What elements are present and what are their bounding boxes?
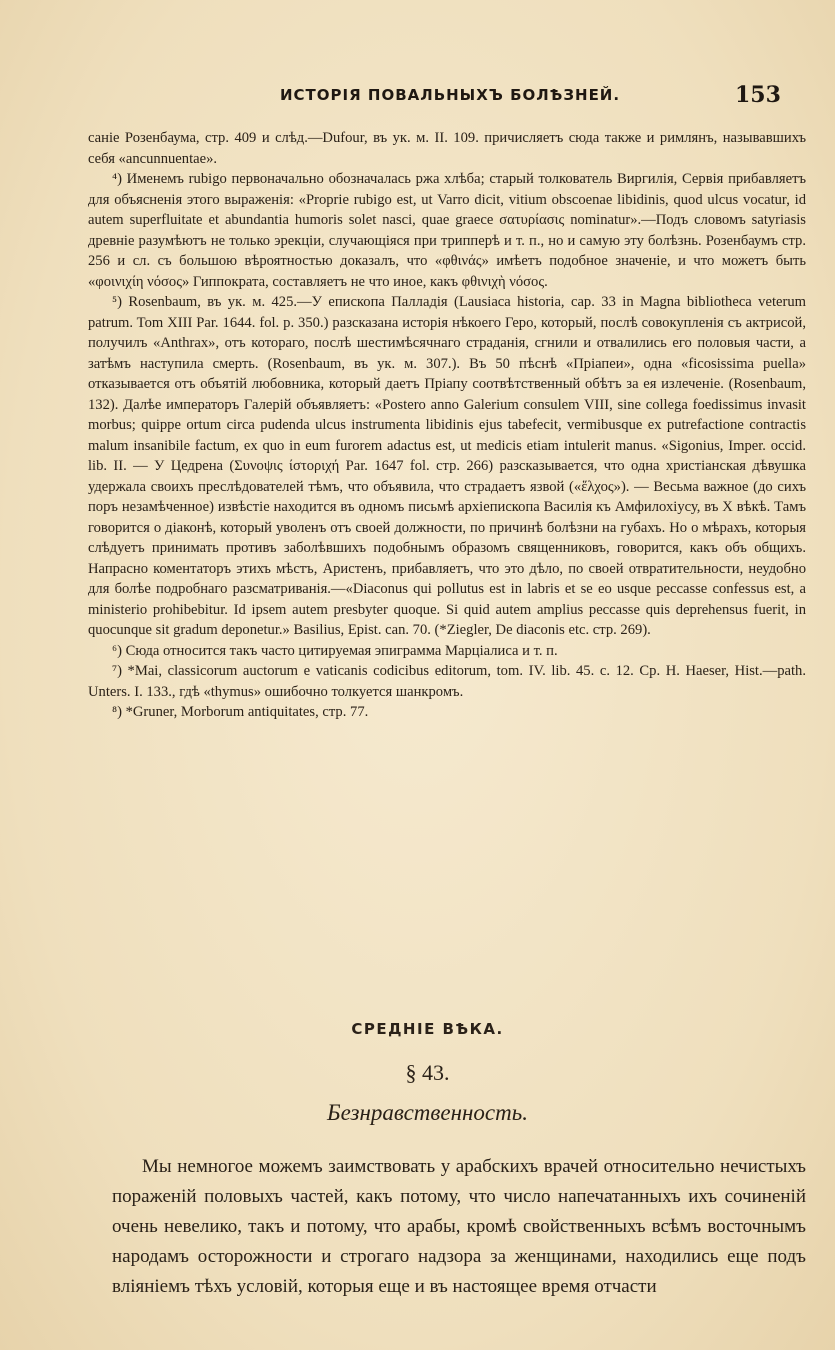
footnote-8: ⁸) *Gruner, Morborum antiquitates, стр. 77. [112,704,369,720]
body-text [112,1152,806,1302]
footnote-5: ⁵) Rosenbaum, въ ук. м. 425.—У епископа Палладія (Lausiaca historia, cap. 33 in Magna bibliotheca veterum patrum. Tom XIII Par. 1644. fol. p. 350.) разсказана исторія нѣкоего Геро, который, послѣ совокупленія съ актрисой, получилъ «Anthrax», отъ котораго, послѣ шестимѣсячнаго страданія, сгнили и отвалились его половыя части, а затѣмъ наступила смерть. (Rosenbaum, въ ук. м. 307.). Въ 50 пѣснѣ «Пріапеи», одна «ficosissima puella» отказывается отъ объятій любовника, который даетъ Пріапу соотвѣтственный обѣтъ за ея излеченіе. (Rosenbaum, 132). Далѣе императоръ Галерій объявляетъ: «Postero anno Galerium consulem VIII, sine collega foedissimus invasit morbus; quippe ortum circa pudenda ulcus instrumenta libidinis ejus tabefecit, vermibusque ex putrefactione contractis malum insanibile factum, ex quo in eum furorem adactus est, ut medicis etiam intulerit manus. «Sigonius, Imper. occid. lib. II. — У Цедрена (Συνοψις ίστοριχή Par. 1647 fol. стр. 266) разсказывается, что одна христіанская дѣвушка удержала своихъ преслѣдователей тѣмъ, что объявила, что страдаетъ язвой («ἕλχος»). — Весьма важное (до сихъ поръ незамѣченное) извѣстіе находится въ одномъ письмѣ архіепископа Василія къ Амфилохіусу, въ X вѣкѣ. Тамъ говорится о діаконѣ, который уволенъ отъ своей должности, по причинѣ болѣзни на губахъ. Но о мѣрахъ, которыя слѣдуетъ принимать противъ заболѣвшихъ подобнымъ образомъ священниковъ, говорится, какъ объ общихъ. Напрасно коментаторъ этихъ мѣстъ, Аристенъ, прибавляетъ, что это дѣло, по своей отвратительности, неудобно для болѣе подробнаго разсматриванія.—«Diaconus qui pollutus est in labris et se eo usque peccasse confessus est, a ministerio prohibebitur. Id ipsem autem presbyter quoque. Si quid autem amplius peccasse quis deprehensus fuerit, in quocunque sit gradum deponetur.» Basilius, Epist. can. 70. (*Ziegler, De diaconis etc. стр. 269). [88,294,806,638]
footnote-7: ⁷) *Mai, classicorum auctorum e vaticanis codicibus editorum, tom. IV. lib. 45. c. 12. Ср. H. Haeser, Hist.—path. Unters. I. 133., гдѣ «thymus» ошибочно толкуется шанкромъ. [88,663,806,700]
footnote-continuation: саніе Розенбаума, стр. 409 и слѣд.—Dufour, въ ук. м. II. 109. причисляетъ сюда также и римлянъ, называвшихъ себя «ancunnuentae». [88,130,806,167]
footnote-6: ⁶) Сюда относится такъ часто цитируемая эпиграмма Марціалиса и т. п. [112,642,558,659]
section-number: § 43. [405,1060,450,1085]
page-number: 153 [735,82,781,108]
footnote-4: ⁴) Именемъ rubigo первоначально обозначалась ржа хлѣба; старый толкователь Виргилія, Сервія прибавляетъ для объясненія этого выраженія: «Proprie rubigo est, ut Varro dicit, vitium obscoenae libidinis, quod ulcus vocatur, id autem superfluitate et abundantia humoris solet nasci, quae graece σατυρίασις nominatur».—Подъ словомъ satyriasis древніе разумѣютъ не только эрекціи, случающіяся при трипперѣ и т. п., но и самую эту болѣзнь. Розенбаумъ стр. 256 и сл. съ большою вѣроятностью доказалъ, что «φθινάς» имѣетъ подобное значеніе, и что можетъ быть «φοινιχίη νόσος» Гиппократа, составляетъ не что иное, какъ φθινιχὴ νόσος. [88,171,806,290]
footnotes-block [88,128,806,723]
running-title: ИСТОРІЯ ПОВАЛЬНЫХЪ БОЛѢЗНЕЙ. [280,86,621,104]
section-heading: СРЕДНІЕ ВѢКА. [351,1020,504,1038]
section-subtitle: Безнравственность. [327,1100,528,1125]
section-header [0,1020,835,1126]
body-paragraph: Мы немногое можемъ заимствовать у арабскихъ врачей относительно нечистыхъ пораженій половыхъ частей, какъ потому, что число напечатанныхъ ихъ сочиненій очень невелико, такъ и потому, что арабы, кромѣ свойственныхъ всѣмъ восточнымъ народамъ осторожности и строгаго надзора за женщинами, находились еще подъ вліяніемъ тѣхъ условій, которыя еще и въ настоящее время отчасти [112,1156,806,1297]
running-head [0,82,835,112]
